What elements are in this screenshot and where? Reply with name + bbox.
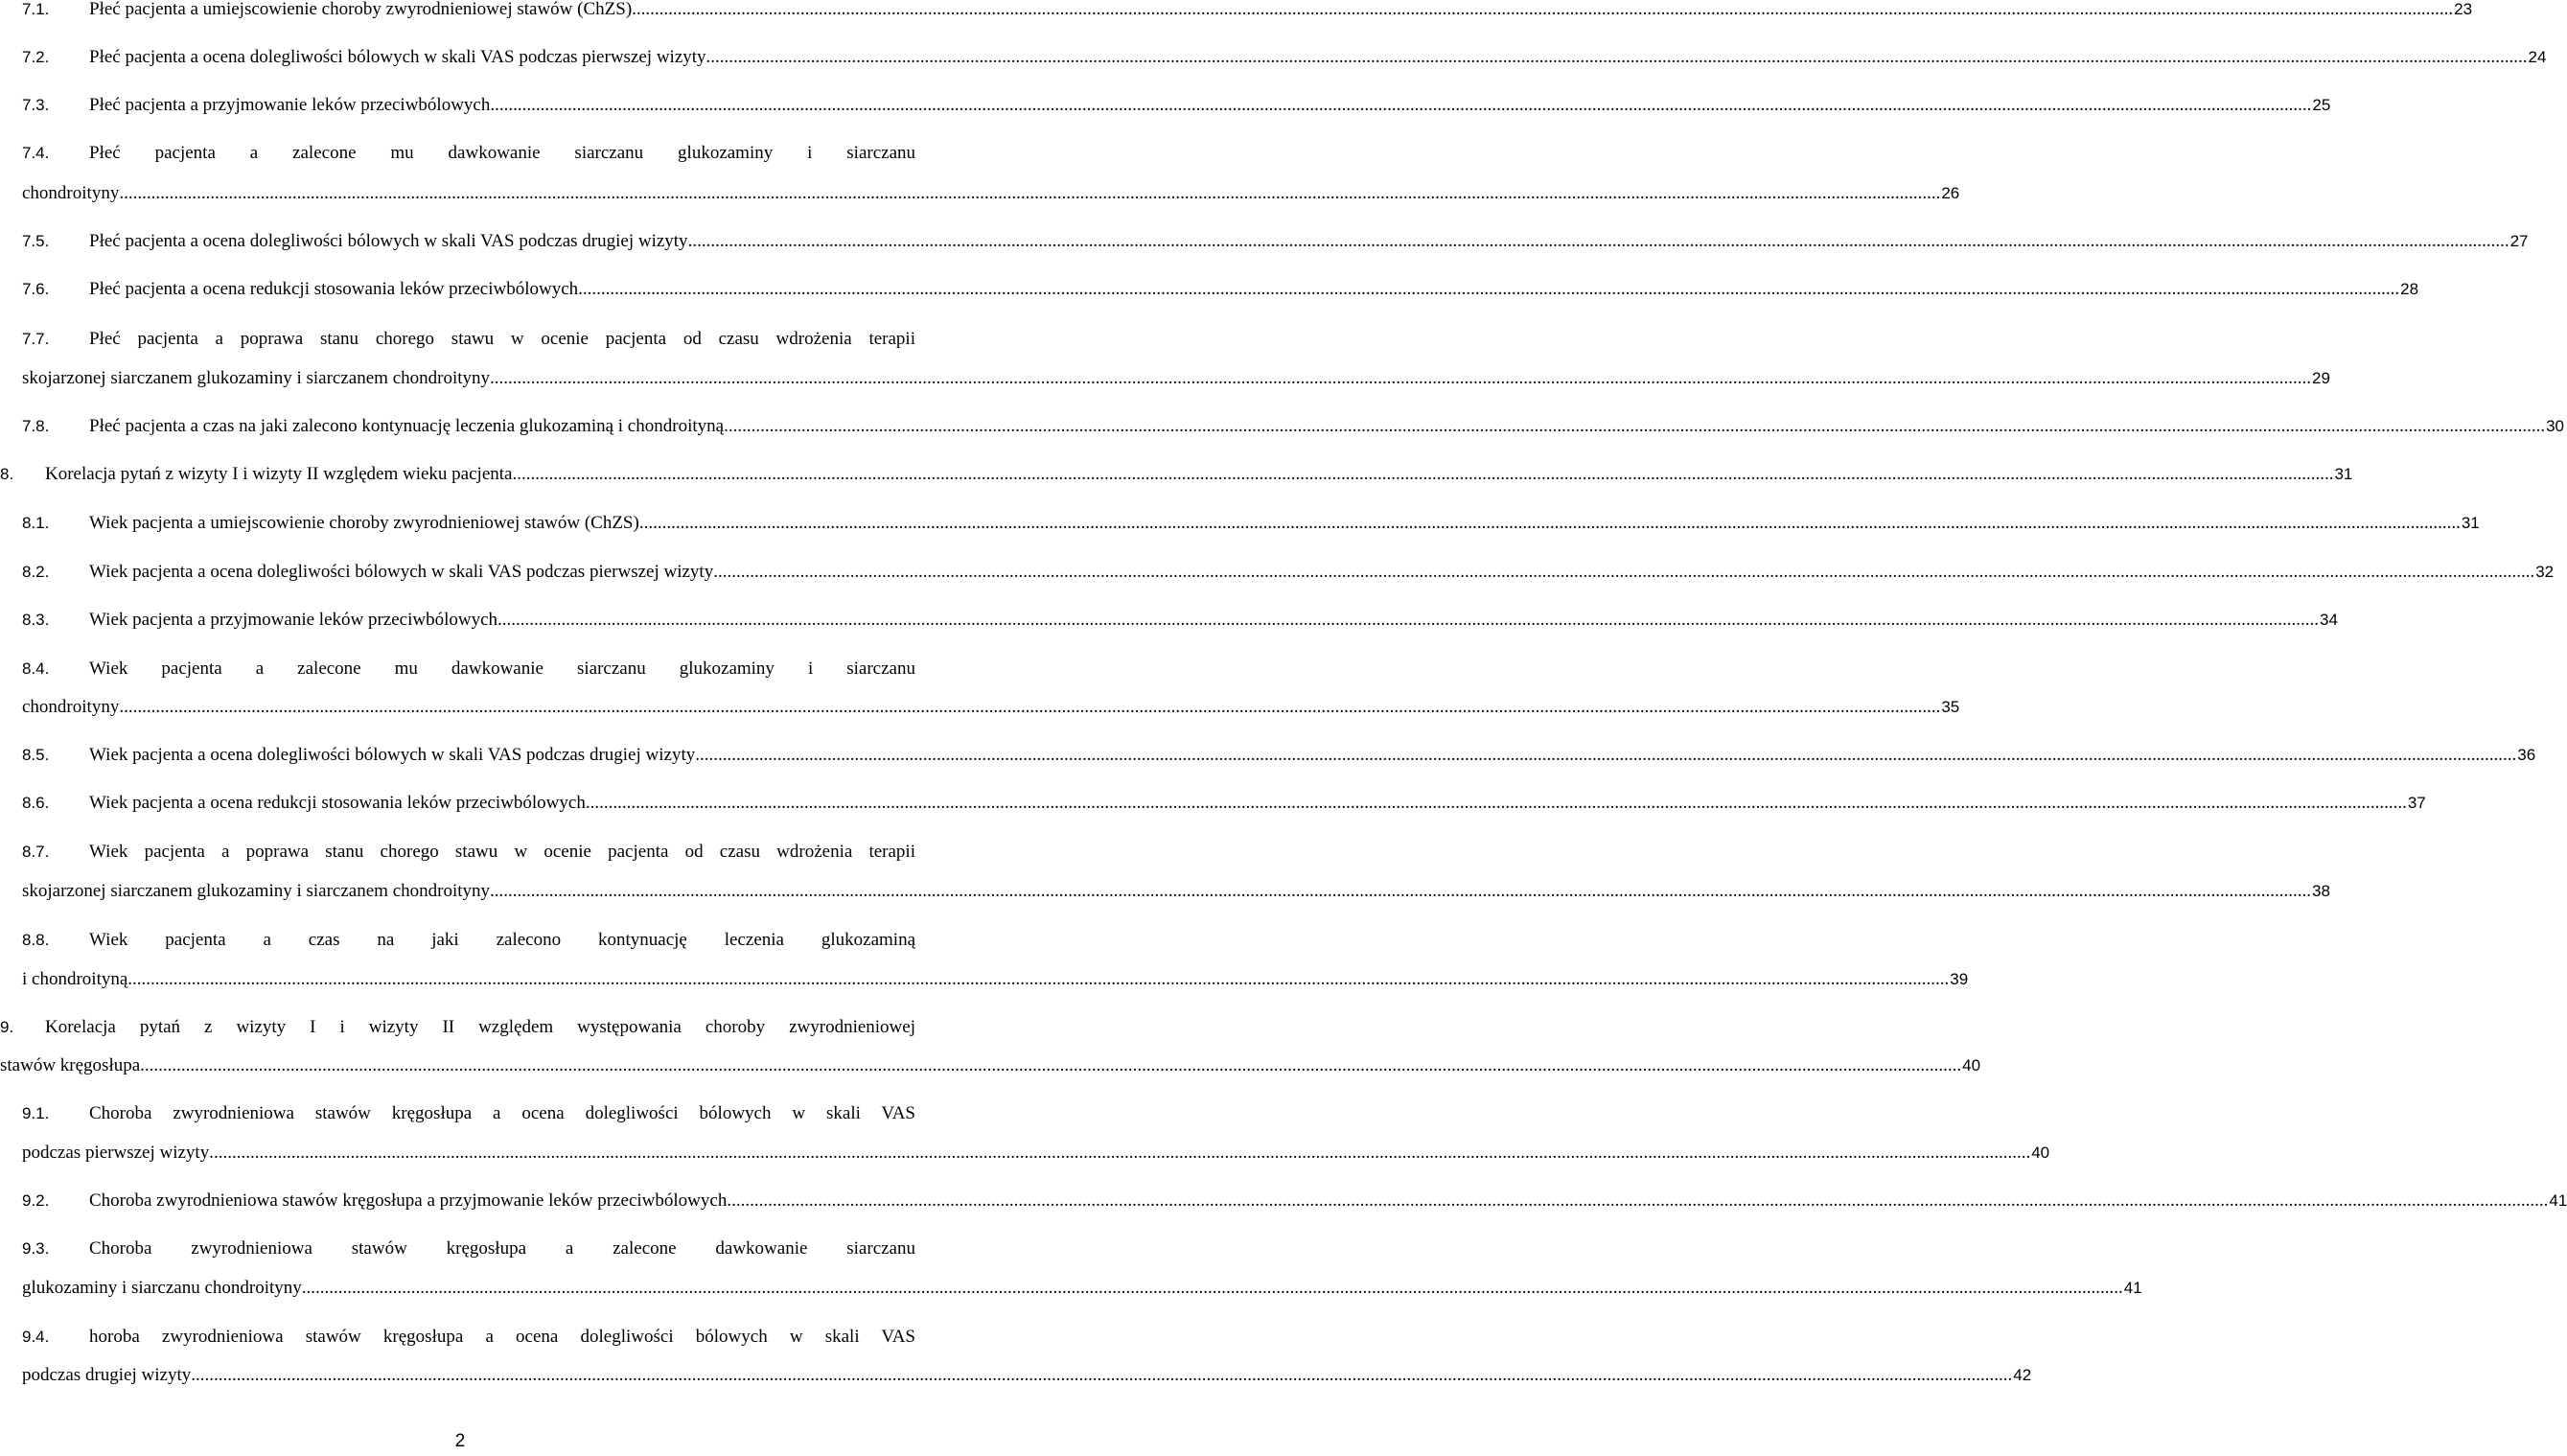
toc-page-number: 40 <box>2031 1144 2050 1162</box>
toc-section-number: 7.6. <box>22 280 50 298</box>
toc-page-number: 42 <box>2013 1366 2032 1384</box>
toc-page-number: 37 <box>2407 794 2426 812</box>
dot-leader: ................................................................................................................................................................................................................................................................................................................................................................................................................ <box>209 1143 2031 1163</box>
toc-section-number: 8.8. <box>22 931 50 949</box>
toc-entry-line <box>22 1099 915 1128</box>
toc-title: Płeć pacjenta a poprawa stanu chorego stawu w ocenie pacjenta od czasu wdrożenia terapii <box>89 329 915 349</box>
dot-leader: ................................................................................................................................................................................................................................................................................................................................................................................................................ <box>140 1055 1962 1075</box>
dot-leader: ................................................................................................................................................................................................................................................................................................................................................................................................................ <box>490 95 2312 115</box>
toc-entry-line <box>22 1323 915 1352</box>
toc-title: Płeć pacjenta a zalecone mu dawkowanie siarczanu glukozaminy i siarczanu <box>89 143 915 163</box>
toc-section-number: 8.2. <box>22 563 50 581</box>
toc-entry-line <box>22 91 2331 120</box>
toc-title-continuation: i chondroityną <box>22 969 128 989</box>
toc-section-number: 8.5. <box>22 746 50 764</box>
toc-entry-line <box>22 558 2555 587</box>
toc-entry-line <box>22 789 2426 818</box>
toc-title: Choroba zwyrodnieniowa stawów kręgosłupa a zalecone dawkowanie siarczanu <box>89 1238 915 1259</box>
dot-leader: ................................................................................................................................................................................................................................................................................................................................................................................................................ <box>724 416 2546 436</box>
toc-section-number: 9.2. <box>22 1191 50 1210</box>
toc-title: Płeć pacjenta a ocena dolegliwości bólowych w skali VAS podczas drugiej wizyty <box>89 231 688 251</box>
toc-page-number: 32 <box>2535 563 2555 581</box>
footer-page-number: 2 <box>454 1431 466 1451</box>
toc-page-number: 41 <box>2123 1279 2142 1297</box>
toc-title: Wiek pacjenta a czas na jaki zalecono kontynuację leczenia glukozaminą <box>89 930 915 950</box>
dot-leader: ................................................................................................................................................................................................................................................................................................................................................................................................................ <box>127 969 1950 989</box>
toc-title: Choroba zwyrodnieniowa stawów kręgosłupa a przyjmowanie leków przeciwbólowych <box>89 1190 728 1211</box>
dot-leader: ................................................................................................................................................................................................................................................................................................................................................................................................................ <box>191 1365 2013 1385</box>
toc-entry-line <box>22 1274 2142 1303</box>
toc-entry-line <box>22 1187 2567 1215</box>
dot-leader: ................................................................................................................................................................................................................................................................................................................................................................................................................ <box>632 0 2454 19</box>
toc-page-number: 31 <box>2461 514 2480 532</box>
toc-page-number: 36 <box>2517 746 2536 764</box>
toc-entry-line <box>22 693 1960 722</box>
toc-entry-line <box>22 139 915 168</box>
toc-entry-line <box>22 43 2547 72</box>
toc-entry-line <box>22 0 2473 24</box>
dot-leader: ................................................................................................................................................................................................................................................................................................................................................................................................................ <box>687 231 2509 251</box>
dot-leader: ................................................................................................................................................................................................................................................................................................................................................................................................................ <box>638 513 2461 533</box>
toc-entry-line <box>0 460 2353 489</box>
toc-section-number: 9.3. <box>22 1239 50 1258</box>
toc-page-number: 30 <box>2546 417 2564 435</box>
dot-leader: ................................................................................................................................................................................................................................................................................................................................................................................................................ <box>578 279 2400 299</box>
dot-leader: ................................................................................................................................................................................................................................................................................................................................................................................................................ <box>727 1190 2549 1211</box>
toc-title: Korelacja pytań z wizyty I i wizyty II względem występowania choroby zwyrodnieniowej <box>45 1017 915 1037</box>
toc-entry-line <box>0 1013 915 1042</box>
toc-page-number: 25 <box>2312 96 2331 114</box>
toc-section-number: 7.2. <box>22 48 50 66</box>
dot-leader: ................................................................................................................................................................................................................................................................................................................................................................................................................ <box>490 881 2312 901</box>
toc-page-number: 41 <box>2549 1191 2567 1210</box>
toc-page-number: 23 <box>2454 0 2473 18</box>
toc-entry-line <box>0 1052 1981 1080</box>
toc-title: Korelacja pytań z wizyty I i wizyty II względem wieku pacjenta <box>45 464 513 484</box>
toc-page-number: 24 <box>2528 48 2547 66</box>
toc-entry-line <box>22 965 1969 994</box>
toc-title-continuation: podczas drugiej wizyty <box>22 1365 192 1385</box>
dot-leader: ................................................................................................................................................................................................................................................................................................................................................................................................................ <box>695 745 2517 765</box>
toc-page-number: 26 <box>1941 184 1960 202</box>
dot-leader: ................................................................................................................................................................................................................................................................................................................................................................................................................ <box>497 610 2320 630</box>
toc-entry-line <box>22 655 915 683</box>
toc-section-number: 8.7. <box>22 843 50 861</box>
toc-entry-line <box>22 926 915 955</box>
toc-title: Wiek pacjenta a ocena dolegliwości bólowych w skali VAS podczas drugiej wizyty <box>89 745 696 765</box>
toc-entry-line <box>22 227 2529 256</box>
dot-leader: ................................................................................................................................................................................................................................................................................................................................................................................................................ <box>301 1278 2123 1298</box>
toc-title-continuation: podczas pierwszej wizyty <box>22 1143 210 1163</box>
toc-section-number: 9. <box>0 1018 14 1036</box>
toc-section-number: 8.1. <box>22 514 50 532</box>
toc-entry-line <box>22 877 2330 906</box>
toc-title-continuation: skojarzonej siarczanem glukozaminy i siarczanem chondroityny <box>22 881 491 901</box>
toc-entry-line <box>22 741 2536 770</box>
toc-section-number: 8. <box>0 465 14 483</box>
toc-title: Wiek pacjenta a umiejscowienie choroby zwyrodnieniowej stawów (ChZS) <box>89 513 639 533</box>
toc-entry-line <box>22 509 2480 538</box>
toc-title-continuation: stawów kręgosłupa <box>0 1055 141 1075</box>
dot-leader: ................................................................................................................................................................................................................................................................................................................................................................................................................ <box>119 183 1941 203</box>
toc-title-continuation: glukozaminy i siarczanu chondroityny <box>22 1278 302 1298</box>
dot-leader: ................................................................................................................................................................................................................................................................................................................................................................................................................ <box>512 464 2334 484</box>
toc-title: Choroba zwyrodnieniowa stawów kręgosłupa a ocena dolegliwości bólowych w skali VAS <box>89 1103 915 1123</box>
dot-leader: ................................................................................................................................................................................................................................................................................................................................................................................................................ <box>490 368 2312 388</box>
toc-title: Płeć pacjenta a ocena redukcji stosowania leków przeciwbólowych <box>89 279 579 299</box>
toc-page-number: 35 <box>1941 698 1960 716</box>
toc-page-number: 34 <box>2320 611 2338 629</box>
toc-entry-line <box>22 1235 915 1263</box>
toc-section-number: 8.4. <box>22 659 50 678</box>
dot-leader: ................................................................................................................................................................................................................................................................................................................................................................................................................ <box>585 793 2407 813</box>
toc-section-number: 8.6. <box>22 794 50 812</box>
toc-entry-line <box>22 412 2564 441</box>
dot-leader: ................................................................................................................................................................................................................................................................................................................................................................................................................ <box>705 47 2528 67</box>
toc-page-number: 28 <box>2400 280 2419 298</box>
toc-page-number: 40 <box>1962 1056 1981 1075</box>
toc-section-number: 9.1. <box>22 1104 50 1122</box>
toc-entry-line <box>22 1139 2050 1167</box>
toc-section-number: 9.4. <box>22 1328 50 1346</box>
toc-page-number: 29 <box>2312 369 2330 387</box>
dot-leader: ................................................................................................................................................................................................................................................................................................................................................................................................................ <box>119 697 1941 717</box>
toc-entry-line <box>22 1361 2032 1390</box>
toc-entry-line <box>22 325 915 354</box>
toc-title: Wiek pacjenta a przyjmowanie leków przeciwbólowych <box>89 610 498 630</box>
toc-section-number: 7.4. <box>22 144 50 162</box>
toc-title: Płeć pacjenta a czas na jaki zalecono kontynuację leczenia glukozaminą i chondroityną <box>89 416 725 436</box>
toc-section-number: 8.3. <box>22 611 50 629</box>
toc-page-number: 31 <box>2334 465 2353 483</box>
toc-title: Wiek pacjenta a zalecone mu dawkowanie siarczanu glukozaminy i siarczanu <box>89 659 915 679</box>
toc-entry-line <box>22 606 2338 635</box>
toc-section-number: 7.1. <box>22 0 50 18</box>
toc-entry-line <box>22 179 1960 208</box>
toc-page-number: 38 <box>2312 882 2330 900</box>
dot-leader: ................................................................................................................................................................................................................................................................................................................................................................................................................ <box>713 562 2535 582</box>
toc-title: Płeć pacjenta a umiejscowienie choroby zwyrodnieniowej stawów (ChZS) <box>89 0 633 19</box>
toc-title: Wiek pacjenta a ocena dolegliwości bólowych w skali VAS podczas pierwszej wizyty <box>89 562 714 582</box>
toc-title: Wiek pacjenta a ocena redukcji stosowania leków przeciwbólowych <box>89 793 586 813</box>
toc-page-number: 39 <box>1950 970 1969 988</box>
toc-entry-line <box>22 838 915 867</box>
toc-section-number: 7.8. <box>22 417 50 435</box>
toc-title-continuation: skojarzonej siarczanem glukozaminy i siarczanem chondroityny <box>22 368 491 388</box>
toc-entry-line <box>22 364 2330 393</box>
toc-title-continuation: chondroityny <box>22 697 120 717</box>
toc-section-number: 7.5. <box>22 232 50 250</box>
toc-title: Płeć pacjenta a przyjmowanie leków przeciwbólowych <box>89 95 491 115</box>
toc-section-number: 7.7. <box>22 330 50 348</box>
toc-title: Płeć pacjenta a ocena dolegliwości bólowych w skali VAS podczas pierwszej wizyty <box>89 47 706 67</box>
toc-title: Wiek pacjenta a poprawa stanu chorego stawu w ocenie pacjenta od czasu wdrożenia terapii <box>89 842 915 862</box>
toc-section-number: 7.3. <box>22 96 50 114</box>
toc-page-number: 27 <box>2509 232 2529 250</box>
toc-title: horoba zwyrodnieniowa stawów kręgosłupa a ocena dolegliwości bólowych w skali VAS <box>89 1327 915 1347</box>
toc-entry-line <box>22 275 2419 304</box>
toc-title-continuation: chondroityny <box>22 183 120 203</box>
